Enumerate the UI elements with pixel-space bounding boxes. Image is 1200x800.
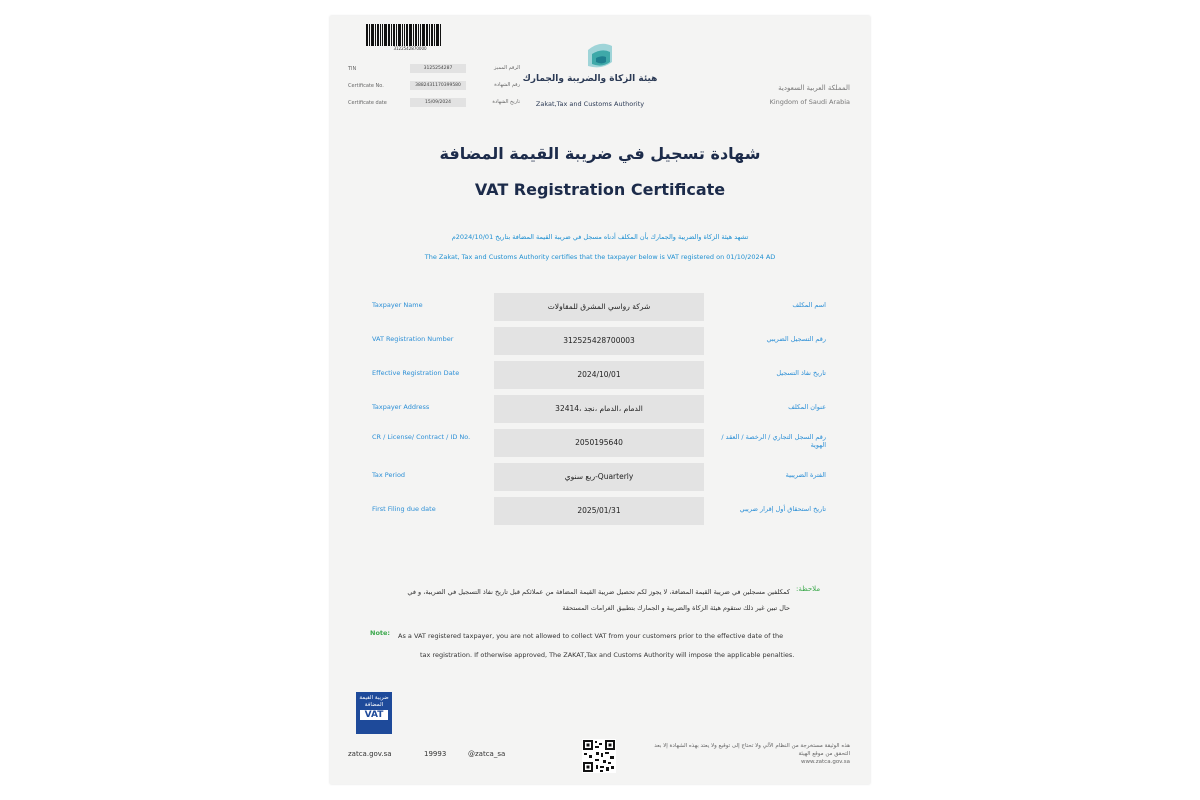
field-label-ar: تاريخ نفاذ التسجيل	[776, 369, 826, 377]
title-ar: شهادة تسجيل في ضريبة القيمة المضافة	[439, 144, 761, 163]
meta-label-en: Certificate No.	[348, 83, 384, 89]
field-value: 2050195640	[494, 429, 704, 457]
field-taxpayer-name	[330, 293, 870, 321]
field-cr-license	[330, 429, 870, 457]
footer-handle[interactable]: @zatca_sa	[468, 750, 506, 758]
vat-logo-ar: ضريبة القيمة المضافة	[359, 695, 389, 708]
meta-label-ar: تاريخ الشهادة	[492, 99, 520, 105]
field-first-filing	[330, 497, 870, 525]
title-en: VAT Registration Certificate	[474, 180, 726, 199]
meta-label-ar: الرقم المميز	[494, 65, 520, 71]
barcode-number: 3122542870000	[393, 46, 427, 51]
field-label-ar: الفترة الضريبية	[785, 471, 826, 479]
note-label-en: Note:	[370, 629, 391, 637]
meta-value: 15/09/2024	[410, 98, 466, 107]
note-label-ar: ملاحظة:	[796, 585, 821, 593]
field-value: 312525428700003	[494, 327, 704, 355]
qr-code-icon	[582, 739, 616, 773]
field-label-en: Taxpayer Name	[372, 301, 423, 309]
field-value: شركة رواسي المشرق للمقاولات	[494, 293, 704, 321]
field-vat-number	[330, 327, 870, 355]
meta-certificate-date	[348, 98, 520, 108]
field-label-en: First Filing due date	[372, 505, 436, 513]
field-value: ربع سنوي-Quarterly	[494, 463, 704, 491]
kingdom-name-ar: المملكة العربية السعودية	[778, 84, 850, 92]
meta-tin	[348, 64, 520, 74]
field-label-ar: رقم السجل التجاري / الرخصة / العقد /الهوية	[721, 433, 826, 449]
field-label-en: Tax Period	[372, 471, 406, 479]
field-value: 2024/10/01	[494, 361, 704, 389]
authority-name-en: Zakat,Tax and Customs Authority	[535, 100, 645, 108]
field-label-ar: اسم المكلف	[792, 301, 826, 309]
certify-statement-ar: تشهد هيئة الزكاة والضريبة والجمارك بأن المكلف أدناه مسجل في ضريبة القيمة المضافة بتاريخ 2024/10/01م	[451, 233, 749, 241]
vat-logo-en: VAT	[360, 710, 388, 720]
footer-website[interactable]: zatca.gov.sa	[348, 750, 392, 758]
note-text-en	[398, 627, 838, 665]
field-value: 2025/01/31	[494, 497, 704, 525]
field-label-ar: عنوان المكلف	[788, 403, 826, 411]
field-label-en: Taxpayer Address	[372, 403, 430, 411]
barcode	[366, 24, 454, 46]
footer-disclaimer-ar: هذه الوثيقة مستخرجة من النظام الآلي ولا تحتاج إلى توقيع ولا يعتد بهذه الشهادة إلا بعد التحقق من موقع الهيئة	[654, 743, 850, 757]
authority-name-ar: هيئة الزكاة والضريبة والجمارك	[522, 74, 658, 84]
kingdom-name-en: Kingdom of Saudi Arabia	[769, 98, 850, 106]
meta-label-en: TIN	[348, 66, 357, 72]
note-text-en-line1: As a VAT registered taxpayer, you are not allowed to collect VAT from your customers prior to the effective date of the	[398, 632, 784, 640]
field-label-ar: رقم التسجيل الضريبي	[766, 335, 826, 343]
note-text-en-line2: tax registration. If otherwise approved, The ZAKAT,Tax and Customs Authority will impose the applicable penalties.	[420, 651, 795, 659]
field-label-ar: تاريخ استحقاق أول إقرار ضريبي	[739, 505, 826, 513]
field-label-en: VAT Registration Number	[372, 335, 454, 343]
field-label-en: Effective Registration Date	[372, 369, 460, 377]
meta-label-ar: رقم الشهادة	[494, 82, 520, 88]
zatca-logo-icon	[584, 40, 616, 74]
meta-value: 3125254287	[410, 64, 466, 73]
field-taxpayer-address	[330, 395, 870, 423]
vat-logo	[356, 692, 392, 734]
footer-phone: 19993	[424, 750, 447, 758]
meta-certificate-no	[348, 81, 520, 91]
footer-disclaimer-site[interactable]: www.zatca.gov.sa	[801, 759, 850, 765]
meta-value: 3882431170399580	[410, 81, 466, 90]
footer-disclaimer	[650, 742, 850, 766]
meta-label-en: Certificate date	[348, 100, 387, 106]
certificate-sheet	[330, 16, 870, 784]
field-label-en: CR / License/ Contract / ID No.	[372, 433, 471, 441]
certify-statement-en: The Zakat, Tax and Customs Authority certifies that the taxpayer below is VAT registered on 01/10/2024 AD	[424, 253, 776, 261]
field-tax-period	[330, 463, 870, 491]
field-effective-date	[330, 361, 870, 389]
field-value: الدمام ،الدمام ،نجد ،32414	[494, 395, 704, 423]
note-text-ar: كمكلفين مسجلين في ضريبة القيمة المضافة، لا يجوز لكم تحصيل ضريبة القيمة المضافة من عملائكم قبل تاريخ نفاذ التسجيل في الضريبة، و في حال تبين غير ذلك ستقوم هيئة الزكاة والضريبة و الجمارك بتطبيق الغرامات المستحقة	[407, 588, 790, 612]
